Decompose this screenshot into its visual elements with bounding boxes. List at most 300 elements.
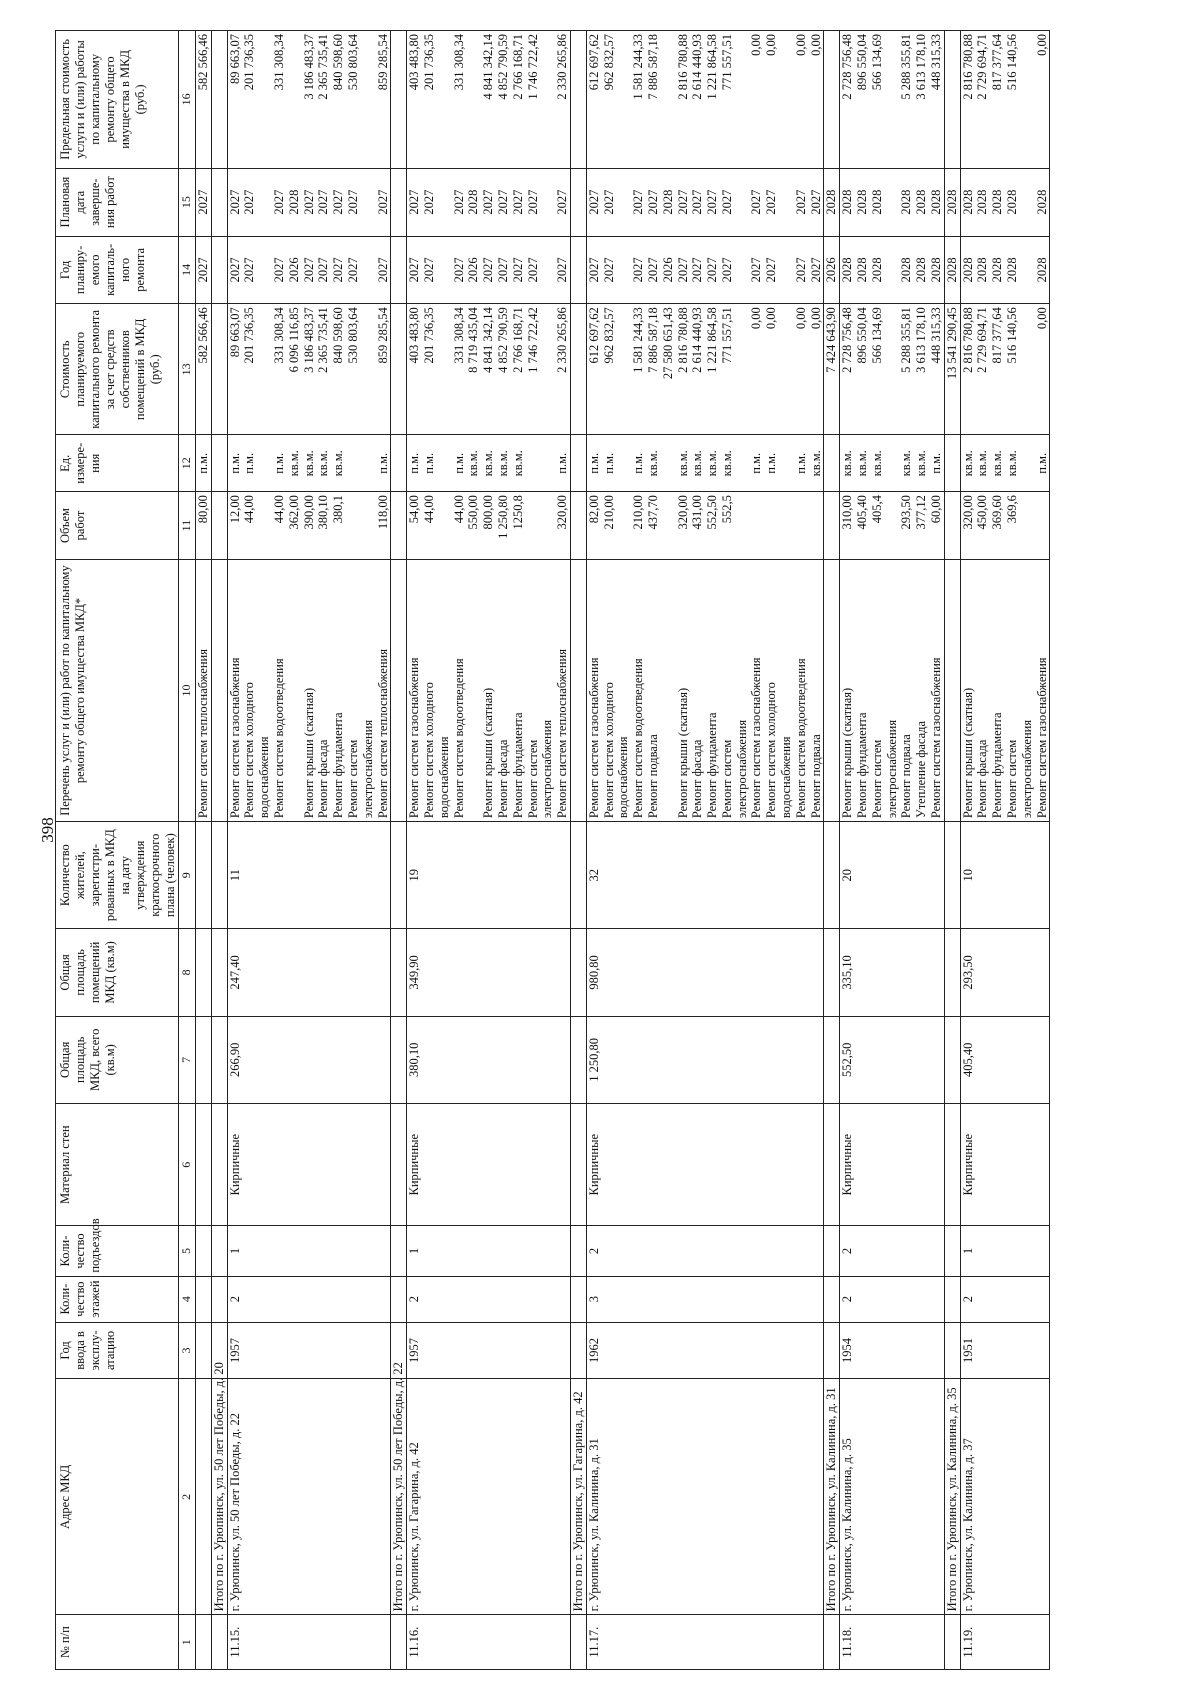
empty-cell xyxy=(391,492,407,560)
volume-value xyxy=(346,495,361,556)
limit-value-cell xyxy=(196,31,212,169)
work-item: Ремонт подвала xyxy=(808,734,823,819)
work-item: Ремонт систем теплоснабжения xyxy=(555,649,570,819)
year-value: 2027 xyxy=(242,257,257,283)
column-number: 4 xyxy=(179,1276,196,1322)
limit-value: 331 308,34 xyxy=(451,34,466,91)
cost-value: 403 483,80 xyxy=(407,307,422,364)
work-item: Ремонт систем теплоснабжения xyxy=(196,649,210,819)
date-value: 2027 xyxy=(793,189,808,215)
date-value: 2027 xyxy=(601,189,616,215)
cost-value: 1 581 244,33 xyxy=(631,307,646,373)
date-value: 2027 xyxy=(749,189,764,215)
row-number-text: 11.18. xyxy=(840,1626,855,1658)
empty-cell xyxy=(211,1615,227,1670)
header-cell: Коли-чество подъездов xyxy=(56,1226,179,1276)
entrances-count xyxy=(227,1226,391,1276)
work-item xyxy=(466,563,481,818)
limit-value: 403 483,80 xyxy=(407,34,422,91)
work-item: Ремонт систем xyxy=(719,739,734,819)
empty-cell xyxy=(944,1226,960,1276)
year-value: 2027 xyxy=(375,257,390,283)
empty-cell xyxy=(391,1104,407,1226)
year-value xyxy=(540,240,555,301)
header-cell: Предельная стоимость услуги и (или) работы по капитальному ремонту общего имущества в МКД (руб.) xyxy=(56,31,179,169)
year-value: 2027 xyxy=(227,257,242,283)
limit-value xyxy=(616,34,631,165)
cost-value: 3 613 178,10 xyxy=(914,307,929,373)
empty-cell xyxy=(391,1276,407,1322)
unit-value: кв.м. xyxy=(719,450,734,477)
empty-cell xyxy=(824,929,840,1016)
year-value: 2027 xyxy=(525,257,540,283)
date-value: 2027 xyxy=(764,189,779,215)
date-value xyxy=(361,172,376,233)
total-year xyxy=(570,236,586,304)
empty-cell xyxy=(391,559,407,821)
cost-value xyxy=(437,307,452,431)
date-value: 2027 xyxy=(808,189,823,215)
work-item: электроснабжения xyxy=(734,719,749,819)
work-item-cell xyxy=(586,559,824,821)
work-item: Ремонт систем газоснабжения xyxy=(407,657,422,819)
year-value: 2027 xyxy=(601,257,616,283)
limit-value: 201 736,35 xyxy=(421,34,436,91)
work-item: Ремонт систем холодного xyxy=(242,682,257,819)
year-value: 2028 xyxy=(840,257,855,283)
empty-cell xyxy=(824,1276,840,1322)
date-value: 2028 xyxy=(960,189,975,215)
header-cell: Год ввода в эксплу-атацию xyxy=(56,1322,179,1379)
empty-cell xyxy=(211,435,227,492)
cost-value: 2 330 265,86 xyxy=(555,307,570,373)
entrances-count xyxy=(960,1226,1050,1276)
header-cell: Материал стен xyxy=(56,1104,179,1226)
total-area-text: 266,90 xyxy=(227,1042,242,1078)
volume-value xyxy=(1020,495,1035,556)
year-value xyxy=(616,240,631,301)
empty-cell xyxy=(196,1379,212,1615)
empty-cell xyxy=(824,1104,840,1226)
unit-value: п.м. xyxy=(407,452,422,474)
date-value: 2027 xyxy=(227,189,242,215)
date-value: 2027 xyxy=(407,189,422,215)
volume-value xyxy=(526,495,541,556)
year-value-cell xyxy=(196,236,212,304)
work-item: электроснабжения xyxy=(540,719,555,819)
unit-value: кв.м. xyxy=(466,450,481,477)
unit-value: п.м. xyxy=(793,452,808,474)
limit-value: 4 841 342,14 xyxy=(481,34,496,100)
date-value xyxy=(437,172,452,233)
continuation-row xyxy=(196,31,212,1670)
row-number-text: 11.16. xyxy=(407,1626,422,1658)
empty-cell xyxy=(824,822,840,929)
unit-value: кв.м. xyxy=(331,450,346,477)
unit-value: кв.м. xyxy=(286,450,301,477)
row-number-text: 11.19. xyxy=(960,1626,975,1658)
work-item: Ремонт систем газоснабжения xyxy=(227,657,242,819)
floors-count-text: 2 xyxy=(227,1295,242,1303)
column-number: 6 xyxy=(179,1104,196,1226)
date-value: 2027 xyxy=(690,189,705,215)
total-date xyxy=(824,168,840,236)
work-item: Ремонт фундамента xyxy=(705,712,720,819)
volume-value: 390,00 xyxy=(301,495,316,530)
date-value-cell xyxy=(840,168,945,236)
volume-value xyxy=(257,495,272,556)
year-value: 2028 xyxy=(1034,257,1049,283)
date-value-cell xyxy=(586,168,824,236)
rotated-table-wrapper xyxy=(55,30,1200,1670)
header-cell: Общая площадь помещений МКД (кв.м) xyxy=(56,929,179,1016)
volume-value: 1 250,80 xyxy=(495,495,510,539)
empty-cell xyxy=(196,1615,212,1670)
unit-value xyxy=(257,438,272,488)
volume-value xyxy=(764,495,779,556)
limit-value-cell xyxy=(586,31,824,169)
year-value: 2027 xyxy=(196,257,210,283)
wall-material-text: Кирпичные xyxy=(840,1133,855,1196)
empty-cell xyxy=(570,1276,586,1322)
empty-cell xyxy=(570,1104,586,1226)
work-item: Ремонт крыши (скатная) xyxy=(960,687,975,819)
work-item: Ремонт подвала xyxy=(645,734,660,819)
building-row xyxy=(227,31,391,1670)
building-address-text: г. Урюпинск, ул. Гагарина, д. 42 xyxy=(407,1442,422,1612)
volume-value: 60,00 xyxy=(929,495,944,524)
limit-value: 3 186 483,37 xyxy=(301,34,316,100)
date-value: 2027 xyxy=(705,189,720,215)
rooms-area xyxy=(960,929,1050,1016)
year-value: 2026 xyxy=(286,257,301,283)
cost-value: 331 308,34 xyxy=(271,307,286,364)
building-row xyxy=(840,31,945,1670)
wall-material-text: Кирпичные xyxy=(586,1133,601,1196)
volume-value-cell xyxy=(227,492,391,560)
limit-value: 2 766 168,71 xyxy=(510,34,525,100)
cost-value xyxy=(257,307,272,431)
year-value-cell xyxy=(407,236,571,304)
residents-count xyxy=(407,822,571,929)
volume-value: 320,00 xyxy=(675,495,690,530)
commission-year xyxy=(227,1322,391,1379)
volume-value: 320,00 xyxy=(960,495,975,530)
unit-value: кв.м. xyxy=(990,450,1005,477)
work-item: Ремонт систем xyxy=(869,739,884,819)
volume-value xyxy=(661,495,676,556)
year-value: 2027 xyxy=(793,257,808,283)
unit-value: п.м. xyxy=(196,452,210,474)
floors-count xyxy=(407,1276,571,1322)
unit-value: кв.м. xyxy=(316,450,331,477)
building-address-text: г. Урюпинск, ул. Калинина, д. 31 xyxy=(586,1438,601,1612)
work-item: Ремонт подвала xyxy=(899,734,914,819)
floors-count-text: 2 xyxy=(960,1295,975,1303)
date-value xyxy=(1020,172,1035,233)
limit-value: 201 736,35 xyxy=(242,34,257,91)
year-value: 2027 xyxy=(451,257,466,283)
rooms-area xyxy=(586,929,824,1016)
commission-year-text: 1951 xyxy=(960,1337,975,1363)
work-item-cell xyxy=(840,559,945,821)
volume-value: 293,50 xyxy=(899,495,914,530)
total-label xyxy=(944,1379,960,1615)
rooms-area-text: 335,10 xyxy=(840,955,855,990)
date-value: 2028 xyxy=(660,189,675,215)
cost-value: 7 886 587,18 xyxy=(645,307,660,373)
volume-value xyxy=(540,495,555,556)
total-date xyxy=(391,168,407,236)
total-row xyxy=(211,31,227,1670)
date-value: 2028 xyxy=(855,189,870,215)
cost-value xyxy=(885,307,900,431)
date-value: 2027 xyxy=(316,189,331,215)
limit-value xyxy=(1020,34,1035,165)
empty-cell xyxy=(211,1226,227,1276)
work-item: электроснабжения xyxy=(1019,719,1034,819)
empty-cell xyxy=(944,435,960,492)
empty-cell xyxy=(391,1615,407,1670)
limit-value: 817 377,64 xyxy=(990,34,1005,91)
header-cell: Объем работ xyxy=(56,492,179,560)
year-value: 2027 xyxy=(271,257,286,283)
column-number: 1 xyxy=(179,1615,196,1670)
floors-count-text: 2 xyxy=(840,1295,855,1303)
header-cell: Стоимость планируемого капитального ремонта за счет средств собственников помещений в МКД (руб.) xyxy=(56,304,179,435)
unit-value: п.м. xyxy=(1034,452,1049,474)
limit-value: 2 729 694,71 xyxy=(975,34,990,100)
header-cell: Общая площадь МКД, всего (кв.м) xyxy=(56,1016,179,1103)
unit-value: п.м. xyxy=(271,452,286,474)
year-value: 2027 xyxy=(808,257,823,283)
total-area-text: 552,50 xyxy=(840,1042,855,1078)
unit-value: кв.м. xyxy=(481,450,496,477)
empty-cell xyxy=(570,559,586,821)
unit-value: п.м. xyxy=(749,452,764,474)
commission-year-text: 1954 xyxy=(840,1337,855,1363)
unit-value: п.м. xyxy=(375,452,390,474)
wall-material-text: Кирпичные xyxy=(960,1133,975,1196)
date-value: 2028 xyxy=(914,189,929,215)
volume-value: 405,4 xyxy=(869,495,884,524)
year-value: 2028 xyxy=(960,257,975,283)
entrances-count-text: 1 xyxy=(227,1247,242,1255)
empty-cell xyxy=(944,492,960,560)
date-value: 2028 xyxy=(1034,189,1049,215)
empty-cell xyxy=(211,492,227,560)
date-value-cell xyxy=(196,168,212,236)
unit-value: кв.м. xyxy=(495,450,510,477)
cost-value xyxy=(361,307,376,431)
residents-count-text: 10 xyxy=(960,868,975,882)
work-item-cell xyxy=(960,559,1050,821)
cost-value: 0,00 xyxy=(764,307,779,330)
column-number: 8 xyxy=(179,929,196,1016)
volume-value: 380,10 xyxy=(316,495,331,530)
unit-value xyxy=(779,438,794,488)
limit-value xyxy=(466,34,481,165)
year-value: 2028 xyxy=(1005,257,1020,283)
volume-value: 44,00 xyxy=(451,495,466,524)
cost-value: 530 803,64 xyxy=(345,307,360,364)
year-value xyxy=(361,240,376,301)
cost-value xyxy=(616,307,631,431)
date-value: 2027 xyxy=(375,189,390,215)
volume-value: 552,5 xyxy=(719,495,734,524)
date-value: 2028 xyxy=(1005,189,1020,215)
cost-value: 962 832,57 xyxy=(601,307,616,364)
year-value: 2027 xyxy=(510,257,525,283)
total-cost xyxy=(211,304,227,435)
work-item: водоснабжения xyxy=(436,736,451,819)
date-value: 2027 xyxy=(345,189,360,215)
volume-value: 12,00 xyxy=(227,495,242,524)
total-cost xyxy=(391,304,407,435)
date-value: 2027 xyxy=(510,189,525,215)
unit-value: п.м. xyxy=(227,452,242,474)
unit-value xyxy=(735,438,750,488)
limit-value: 4 852 790,59 xyxy=(495,34,510,100)
work-item: Ремонт систем газоснабжения xyxy=(1034,657,1049,819)
work-item: Ремонт крыши (скатная) xyxy=(481,687,496,819)
total-label xyxy=(570,1379,586,1615)
residents-count-text: 19 xyxy=(407,868,422,882)
entrances-count xyxy=(840,1226,945,1276)
cost-value: 0,00 xyxy=(808,307,823,330)
unit-value: кв.м. xyxy=(301,450,316,477)
cost-value: 817 377,64 xyxy=(990,307,1005,364)
date-value xyxy=(540,172,555,233)
total-date-text: 2028 xyxy=(944,189,959,215)
capital-repair-table xyxy=(55,30,1050,1670)
volume-value xyxy=(1035,495,1050,556)
limit-value xyxy=(437,34,452,165)
floors-count xyxy=(840,1276,945,1322)
empty-cell xyxy=(196,822,212,929)
empty-cell xyxy=(944,822,960,929)
unit-value xyxy=(346,438,361,488)
cost-value xyxy=(540,307,555,431)
date-value-cell xyxy=(407,168,571,236)
unit-value: кв.м. xyxy=(975,450,990,477)
volume-value xyxy=(794,495,809,556)
unit-value-cell xyxy=(586,435,824,492)
header-cell: Перечень услуг и (или) работ по капитальному ремонту общего имущества МКД* xyxy=(56,559,179,821)
limit-value xyxy=(661,34,676,165)
empty-cell xyxy=(824,492,840,560)
date-value: 2028 xyxy=(899,189,914,215)
limit-value: 5 288 355,81 xyxy=(899,34,914,100)
volume-value: 1250,8 xyxy=(510,495,525,530)
unit-value-cell xyxy=(840,435,945,492)
residents-count-text: 11 xyxy=(227,869,242,882)
cost-value-cell xyxy=(586,304,824,435)
unit-value: п.м. xyxy=(929,452,944,474)
empty-cell xyxy=(570,1016,586,1103)
year-value: 2028 xyxy=(975,257,990,283)
year-value xyxy=(735,240,750,301)
date-value xyxy=(735,172,750,233)
residents-count xyxy=(840,822,945,929)
date-value: 2027 xyxy=(331,189,346,215)
floors-count xyxy=(960,1276,1050,1322)
residents-count xyxy=(227,822,391,929)
date-value xyxy=(885,172,900,233)
column-number: 14 xyxy=(179,236,196,304)
total-area xyxy=(407,1016,571,1103)
volume-value: 437,70 xyxy=(645,495,660,530)
date-value xyxy=(616,172,631,233)
commission-year-text: 1962 xyxy=(586,1337,601,1363)
total-row xyxy=(944,31,960,1670)
volume-value: 210,00 xyxy=(631,495,646,530)
header-cell: Коли-чество этажей xyxy=(56,1276,179,1322)
cost-value: 896 550,04 xyxy=(855,307,870,364)
year-value: 2026 xyxy=(466,257,481,283)
unit-value xyxy=(885,438,900,488)
work-item: водоснабжения xyxy=(779,736,794,819)
work-item: водоснабжения xyxy=(257,736,272,819)
rooms-area-text: 980,80 xyxy=(586,955,601,990)
work-item: водоснабжения xyxy=(616,736,631,819)
unit-value: кв.м. xyxy=(840,450,855,477)
total-date-text: 2028 xyxy=(824,189,839,215)
date-value: 2027 xyxy=(645,189,660,215)
cost-value: 859 285,54 xyxy=(375,307,390,364)
limit-value-cell xyxy=(227,31,391,169)
wall-material xyxy=(960,1104,1050,1226)
total-area-text: 380,10 xyxy=(407,1042,422,1078)
empty-cell xyxy=(944,31,960,169)
unit-value xyxy=(661,438,676,488)
column-number: 3 xyxy=(179,1322,196,1379)
volume-value: 54,00 xyxy=(407,495,422,524)
volume-value: 44,00 xyxy=(421,495,436,524)
unit-value: п.м. xyxy=(451,452,466,474)
work-item: Ремонт систем xyxy=(525,739,540,819)
work-item: Ремонт систем xyxy=(1005,739,1020,819)
page-number: 398 xyxy=(38,817,57,843)
wall-material-text: Кирпичные xyxy=(407,1133,422,1196)
limit-value: 1 221 864,58 xyxy=(705,34,720,100)
volume-value: 380,1 xyxy=(331,495,346,524)
column-number: 16 xyxy=(179,31,196,169)
empty-cell xyxy=(824,1322,840,1379)
empty-cell xyxy=(944,1615,960,1670)
column-number: 11 xyxy=(179,492,196,560)
column-number: 5 xyxy=(179,1226,196,1276)
work-item: электроснабжения xyxy=(360,719,375,819)
volume-value: 552,50 xyxy=(705,495,720,530)
limit-value: 859 285,54 xyxy=(375,34,390,91)
total-label-text: Итого по г. Урюпинск, ул. 50 лет Победы, д. 22 xyxy=(391,1362,406,1612)
work-item: Ремонт фундамента xyxy=(510,712,525,819)
commission-year xyxy=(407,1322,571,1379)
empty-cell xyxy=(570,929,586,1016)
empty-cell xyxy=(824,435,840,492)
total-area xyxy=(586,1016,824,1103)
limit-value: 331 308,34 xyxy=(271,34,286,91)
limit-value: 1 746 722,42 xyxy=(525,34,540,100)
cost-value: 1 746 722,42 xyxy=(525,307,540,373)
work-item: Ремонт систем водоотведения xyxy=(271,658,286,819)
volume-value: 369,60 xyxy=(990,495,1005,530)
empty-cell xyxy=(570,492,586,560)
cost-value: 448 315,33 xyxy=(929,307,944,364)
rooms-area xyxy=(840,929,945,1016)
row-number xyxy=(227,1615,391,1670)
